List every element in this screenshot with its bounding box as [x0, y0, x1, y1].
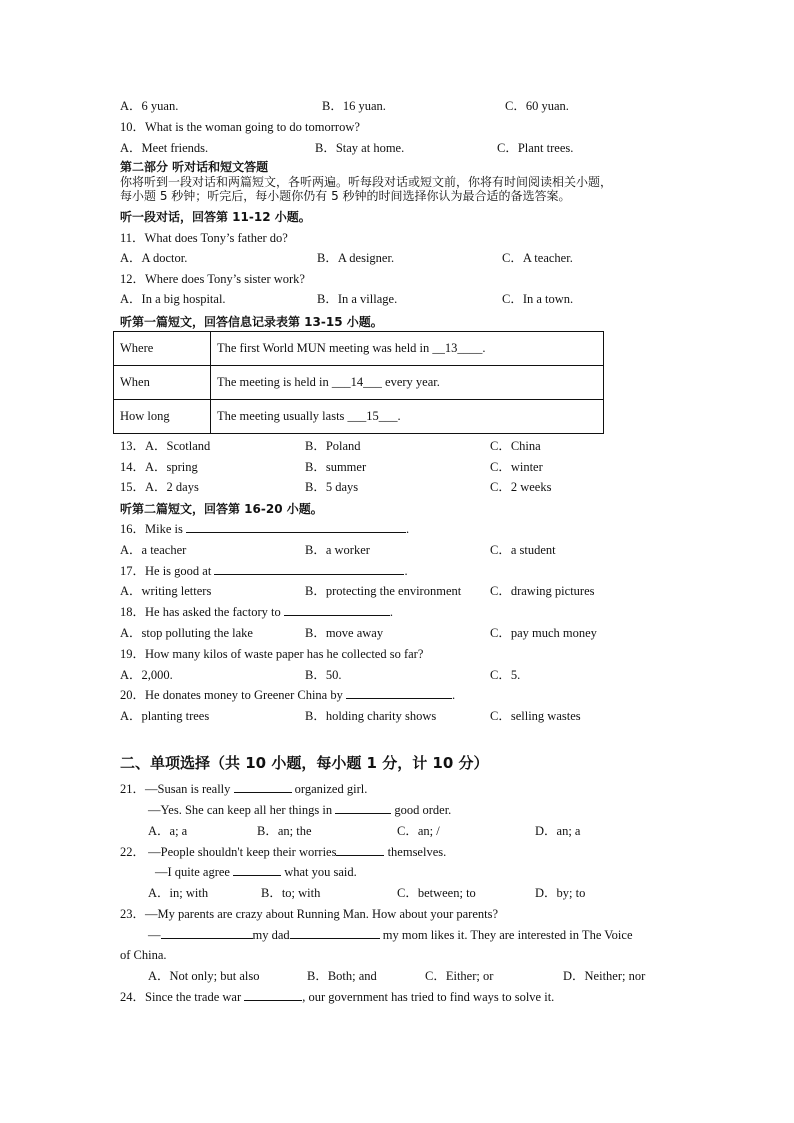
q11-stem: 11．What does Tony’s father do?	[120, 231, 288, 245]
q19-options	[0, 665, 794, 685]
q13-options	[0, 436, 794, 456]
q18-options	[0, 623, 794, 643]
table-row	[114, 332, 604, 366]
q15-option-c[interactable]: C．2 weeks	[490, 480, 552, 494]
q11-option-a[interactable]: A．A doctor.	[120, 251, 188, 265]
passage1-heading: 听第一篇短文，回答信息记录表第 13-15 小题。	[120, 315, 383, 329]
q20-stem: 20．He donates money to Greener China by .	[0, 685, 794, 705]
q9-option-a[interactable]: A．6 yuan.	[120, 99, 179, 113]
q22-option-b[interactable]: B．to; with	[261, 886, 321, 900]
answer-blank[interactable]	[186, 519, 406, 533]
q18-stem: 18．He has asked the factory to .	[0, 602, 794, 622]
q10-option-c[interactable]: C．Plant trees.	[497, 141, 574, 155]
answer-blank[interactable]	[244, 987, 302, 1001]
table-cell-key: When	[114, 366, 211, 400]
part2-intro-line1: 你将听到一段对话和两篇短文，各听两遍。听每段对话或短文前，你将有时间阅读相关小题，	[120, 175, 613, 189]
q17-stem: 17．He is good at .	[0, 561, 794, 581]
q9-option-c[interactable]: C．60 yuan.	[505, 99, 569, 113]
q20-option-a[interactable]: A．planting trees	[120, 709, 210, 723]
section2-title: 二、单项选择（共 10 小题，每小题 1 分，计 10 分）	[120, 754, 489, 772]
table-cell-key: Where	[114, 332, 211, 366]
q10-stem: 10．What is the woman going to do tomorrow?	[120, 120, 360, 134]
q23-line1: 23．—My parents are crazy about Running Man. How about your parents?	[120, 907, 499, 921]
answer-blank[interactable]	[161, 925, 253, 939]
q20-option-c[interactable]: C．selling wastes	[490, 709, 581, 723]
answer-blank[interactable]	[335, 800, 391, 814]
q12-option-b[interactable]: B．In a village.	[317, 292, 398, 306]
q13-option-b[interactable]: B．Poland	[305, 439, 361, 453]
q19-option-c[interactable]: C．5.	[490, 668, 521, 682]
q11-options	[0, 248, 794, 268]
q22-option-d[interactable]: D．by; to	[535, 886, 586, 900]
part2-title: 第二部分 听对话和短文答题	[120, 160, 269, 174]
q21-options	[0, 821, 794, 841]
q16-options	[0, 540, 794, 560]
q12-stem: 12．Where does Tony’s sister work?	[120, 272, 305, 286]
table-cell-value: The first World MUN meeting was held in __13____.	[211, 332, 604, 366]
q11-option-b[interactable]: B．A designer.	[317, 251, 395, 265]
table-cell-value: The meeting is held in ___14___ every year.	[211, 366, 604, 400]
q23-option-a[interactable]: A．Not only; but also	[148, 969, 260, 983]
q21-line1: 21．—Susan is really organized girl.	[0, 779, 794, 799]
q23-line3: of China.	[120, 948, 167, 962]
q21-option-d[interactable]: D．an; a	[535, 824, 581, 838]
q24-line1: 24．Since the trade war , our government has tried to find ways to solve it.	[0, 987, 794, 1007]
part2-intro-line2: 每小题 5 秒钟；听完后，每小题你仍有 5 秒钟的时间选择你认为最合适的备选答案。	[120, 189, 571, 203]
q14-options	[0, 457, 794, 477]
table-row	[114, 366, 604, 400]
q21-line2: —Yes. She can keep all her things in good order.	[0, 800, 794, 820]
q20-option-b[interactable]: B．holding charity shows	[305, 709, 437, 723]
q23-options	[0, 966, 794, 986]
q22-line2: —I quite agree what you said.	[0, 862, 794, 882]
q22-option-c[interactable]: C．between; to	[397, 886, 476, 900]
table-cell-key: How long	[114, 400, 211, 434]
q21-option-c[interactable]: C．an; /	[397, 824, 440, 838]
q18-option-a[interactable]: A．stop polluting the lake	[120, 626, 253, 640]
q21-option-b[interactable]: B．an; the	[257, 824, 312, 838]
q17-option-a[interactable]: A．writing letters	[120, 584, 212, 598]
q16-option-c[interactable]: C．a student	[490, 543, 556, 557]
answer-blank[interactable]	[346, 685, 452, 699]
answer-blank[interactable]	[233, 862, 281, 876]
q9-options	[0, 96, 794, 116]
q19-option-a[interactable]: A．2,000.	[120, 668, 173, 682]
answer-blank[interactable]	[214, 561, 404, 575]
q20-options	[0, 706, 794, 726]
passage2-heading: 听第二篇短文，回答第 16-20 小题。	[120, 502, 323, 516]
dialogue-heading: 听一段对话，回答第 11-12 小题。	[120, 210, 311, 224]
table-row	[114, 400, 604, 434]
q14-option-c[interactable]: C．winter	[490, 460, 543, 474]
q15-options	[0, 477, 794, 497]
q12-option-c[interactable]: C．In a town.	[502, 292, 574, 306]
q18-option-b[interactable]: B．move away	[305, 626, 384, 640]
q11-option-c[interactable]: C．A teacher.	[502, 251, 573, 265]
q18-option-c[interactable]: C．pay much money	[490, 626, 597, 640]
q23-option-b[interactable]: B．Both; and	[307, 969, 377, 983]
q17-options	[0, 581, 794, 601]
q14-option-b[interactable]: B．summer	[305, 460, 367, 474]
q16-stem: 16．Mike is .	[0, 519, 794, 539]
answer-blank[interactable]	[336, 842, 384, 856]
q10-options	[0, 138, 794, 158]
q16-option-b[interactable]: B．a worker	[305, 543, 370, 557]
q21-option-a[interactable]: A．a; a	[148, 824, 188, 838]
q12-options	[0, 289, 794, 309]
q23-line2: — my dad my mom likes it. They are interested in The Voice	[0, 925, 794, 945]
q22-option-a[interactable]: A．in; with	[148, 886, 209, 900]
q23-option-c[interactable]: C．Either; or	[425, 969, 494, 983]
q17-option-c[interactable]: C．drawing pictures	[490, 584, 595, 598]
q10-option-a[interactable]: A．Meet friends.	[120, 141, 209, 155]
q22-line1: 22． —People shouldn't keep their worries themselves.	[0, 842, 794, 862]
q9-option-b[interactable]: B．16 yuan.	[322, 99, 386, 113]
info-record-table	[113, 331, 604, 434]
answer-blank[interactable]	[284, 602, 390, 616]
q19-stem: 19．How many kilos of waste paper has he collected so far?	[120, 647, 424, 661]
answer-blank[interactable]	[234, 779, 292, 793]
q15-option-b[interactable]: B．5 days	[305, 480, 359, 494]
q14-option-a[interactable]: 14．A．spring	[120, 460, 198, 474]
q19-option-b[interactable]: B．50.	[305, 668, 342, 682]
q17-option-b[interactable]: B．protecting the environment	[305, 584, 462, 598]
answer-blank[interactable]	[290, 925, 380, 939]
q13-option-a[interactable]: 13．A．Scotland	[120, 439, 211, 453]
q13-option-c[interactable]: C．China	[490, 439, 541, 453]
q22-options	[0, 883, 794, 903]
q10-option-b[interactable]: B．Stay at home.	[315, 141, 405, 155]
q15-option-a[interactable]: 15．A．2 days	[120, 480, 199, 494]
q12-option-a[interactable]: A．In a big hospital.	[120, 292, 226, 306]
q23-option-d[interactable]: D．Neither; nor	[563, 969, 646, 983]
q16-option-a[interactable]: A．a teacher	[120, 543, 187, 557]
table-cell-value: The meeting usually lasts ___15___.	[211, 400, 604, 434]
